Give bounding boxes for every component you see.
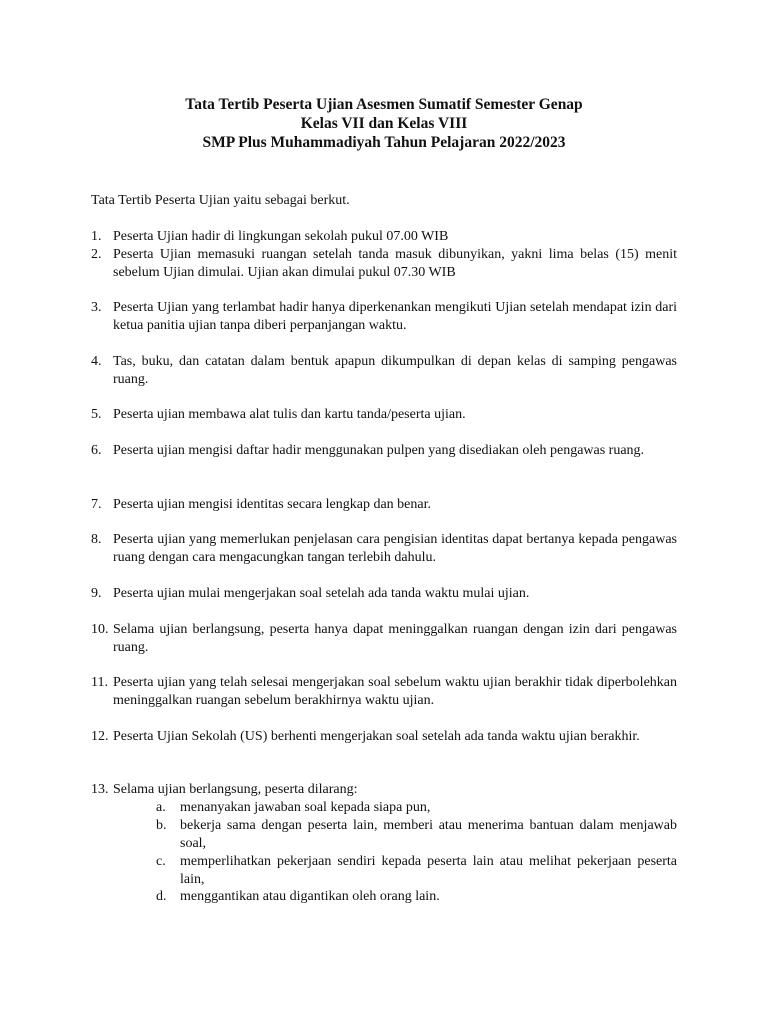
- rule-number: 13.: [91, 782, 109, 797]
- rule-text: Peserta ujian mulai mengerjakan soal setelah ada tanda waktu mulai ujian.: [113, 586, 530, 601]
- rule-text: Peserta ujian mengisi daftar hadir menggunakan pulpen yang disediakan oleh pengawas ruang.: [113, 443, 645, 458]
- rule-number: 3.: [91, 300, 102, 315]
- rule-text: Peserta Ujian Sekolah (US) berhenti mengerjakan soal setelah ada tanda waktu ujian berakhir.: [113, 729, 640, 744]
- subrule-text: menggantikan atau digantikan oleh orang lain.: [180, 889, 440, 904]
- rule-number: 10.: [91, 622, 109, 637]
- rule-text: Peserta ujian yang telah selesai mengerjakan soal sebelum waktu ujian berakhir tidak diperbolehkan meninggalkan ruangan sebelum berakhirnya waktu ujian.: [113, 675, 677, 708]
- rule-item: [91, 353, 677, 388]
- rule-item: [91, 585, 677, 603]
- subrule-letter: b.: [156, 818, 167, 833]
- rule-number: 12.: [91, 729, 109, 744]
- rule-number: 8.: [91, 532, 102, 547]
- rule-item: [91, 246, 677, 281]
- rule-text: Peserta Ujian memasuki ruangan setelah tanda masuk dibunyikan, yakni lima belas (15) menit sebelum Ujian dimulai. Ujian akan dimulai pukul 07.30 WIB: [113, 247, 677, 280]
- rule-text: Peserta Ujian yang terlambat hadir hanya diperkenankan mengikuti Ujian setelah mendapat izin dari ketua panitia ujian tanpa diberi perpanjangan waktu.: [113, 300, 677, 333]
- rule-text: Selama ujian berlangsung, peserta hanya dapat meninggalkan ruangan dengan izin dari pengawas ruang.: [113, 622, 677, 655]
- document-title: [0, 95, 768, 152]
- rule-number: 11.: [91, 675, 108, 690]
- subrule-letter: c.: [156, 854, 166, 869]
- rule-text: Peserta ujian membawa alat tulis dan kartu tanda/peserta ujian.: [113, 407, 466, 422]
- rule-number: 1.: [91, 229, 102, 244]
- rule-item: [91, 496, 677, 514]
- rule-item: [91, 228, 677, 246]
- rule-text: Peserta ujian mengisi identitas secara lengkap dan benar.: [113, 497, 432, 512]
- rule-item: [91, 728, 677, 746]
- title-line: Tata Tertib Peserta Ujian Asesmen Sumatif Semester Genap: [185, 96, 583, 113]
- rule-item: [91, 674, 677, 709]
- subrule-item: [156, 888, 677, 906]
- rule-text: Tas, buku, dan catatan dalam bentuk apapun dikumpulkan di depan kelas di samping pengawas ruang.: [113, 354, 677, 387]
- subrule-text: memperlihatkan pekerjaan sendiri kepada peserta lain atau melihat pekerjaan peserta lain,: [180, 854, 677, 887]
- title-line: Kelas VII dan Kelas VIII: [300, 115, 468, 132]
- rule-text: Peserta Ujian hadir di lingkungan sekolah pukul 07.00 WIB: [113, 229, 449, 244]
- rule-number: 5.: [91, 407, 102, 422]
- intro-text: Tata Tertib Peserta Ujian yaitu sebagai berkut.: [91, 193, 350, 208]
- rule-item: [91, 531, 677, 566]
- rule-item: [91, 406, 677, 424]
- rule-text: Peserta ujian yang memerlukan penjelasan cara pengisian identitas dapat bertanya kepada pengawas ruang dengan cara mengacungkan tangan terlebih dahulu.: [113, 532, 677, 565]
- rule-number: 2.: [91, 247, 102, 262]
- title-line: SMP Plus Muhammadiyah Tahun Pelajaran 2022/2023: [202, 134, 566, 151]
- rule-item: [91, 442, 677, 460]
- rule-number: 6.: [91, 443, 102, 458]
- rule-item: [91, 781, 677, 799]
- subrule-text: menanyakan jawaban soal kepada siapa pun,: [180, 800, 431, 815]
- rule-text: Selama ujian berlangsung, peserta dilarang:: [113, 782, 358, 797]
- rule-number: 7.: [91, 497, 102, 512]
- rule-number: 4.: [91, 354, 102, 369]
- subrule-item: [156, 817, 677, 852]
- rule-item: [91, 299, 677, 334]
- subrule-item: [156, 799, 677, 817]
- subrule-letter: d.: [156, 889, 167, 904]
- rule-item: [91, 621, 677, 656]
- subrule-letter: a.: [156, 800, 166, 815]
- subrule-item: [156, 853, 677, 888]
- subrule-text: bekerja sama dengan peserta lain, memberi atau menerima bantuan dalam menjawab soal,: [180, 818, 677, 851]
- rule-number: 9.: [91, 586, 102, 601]
